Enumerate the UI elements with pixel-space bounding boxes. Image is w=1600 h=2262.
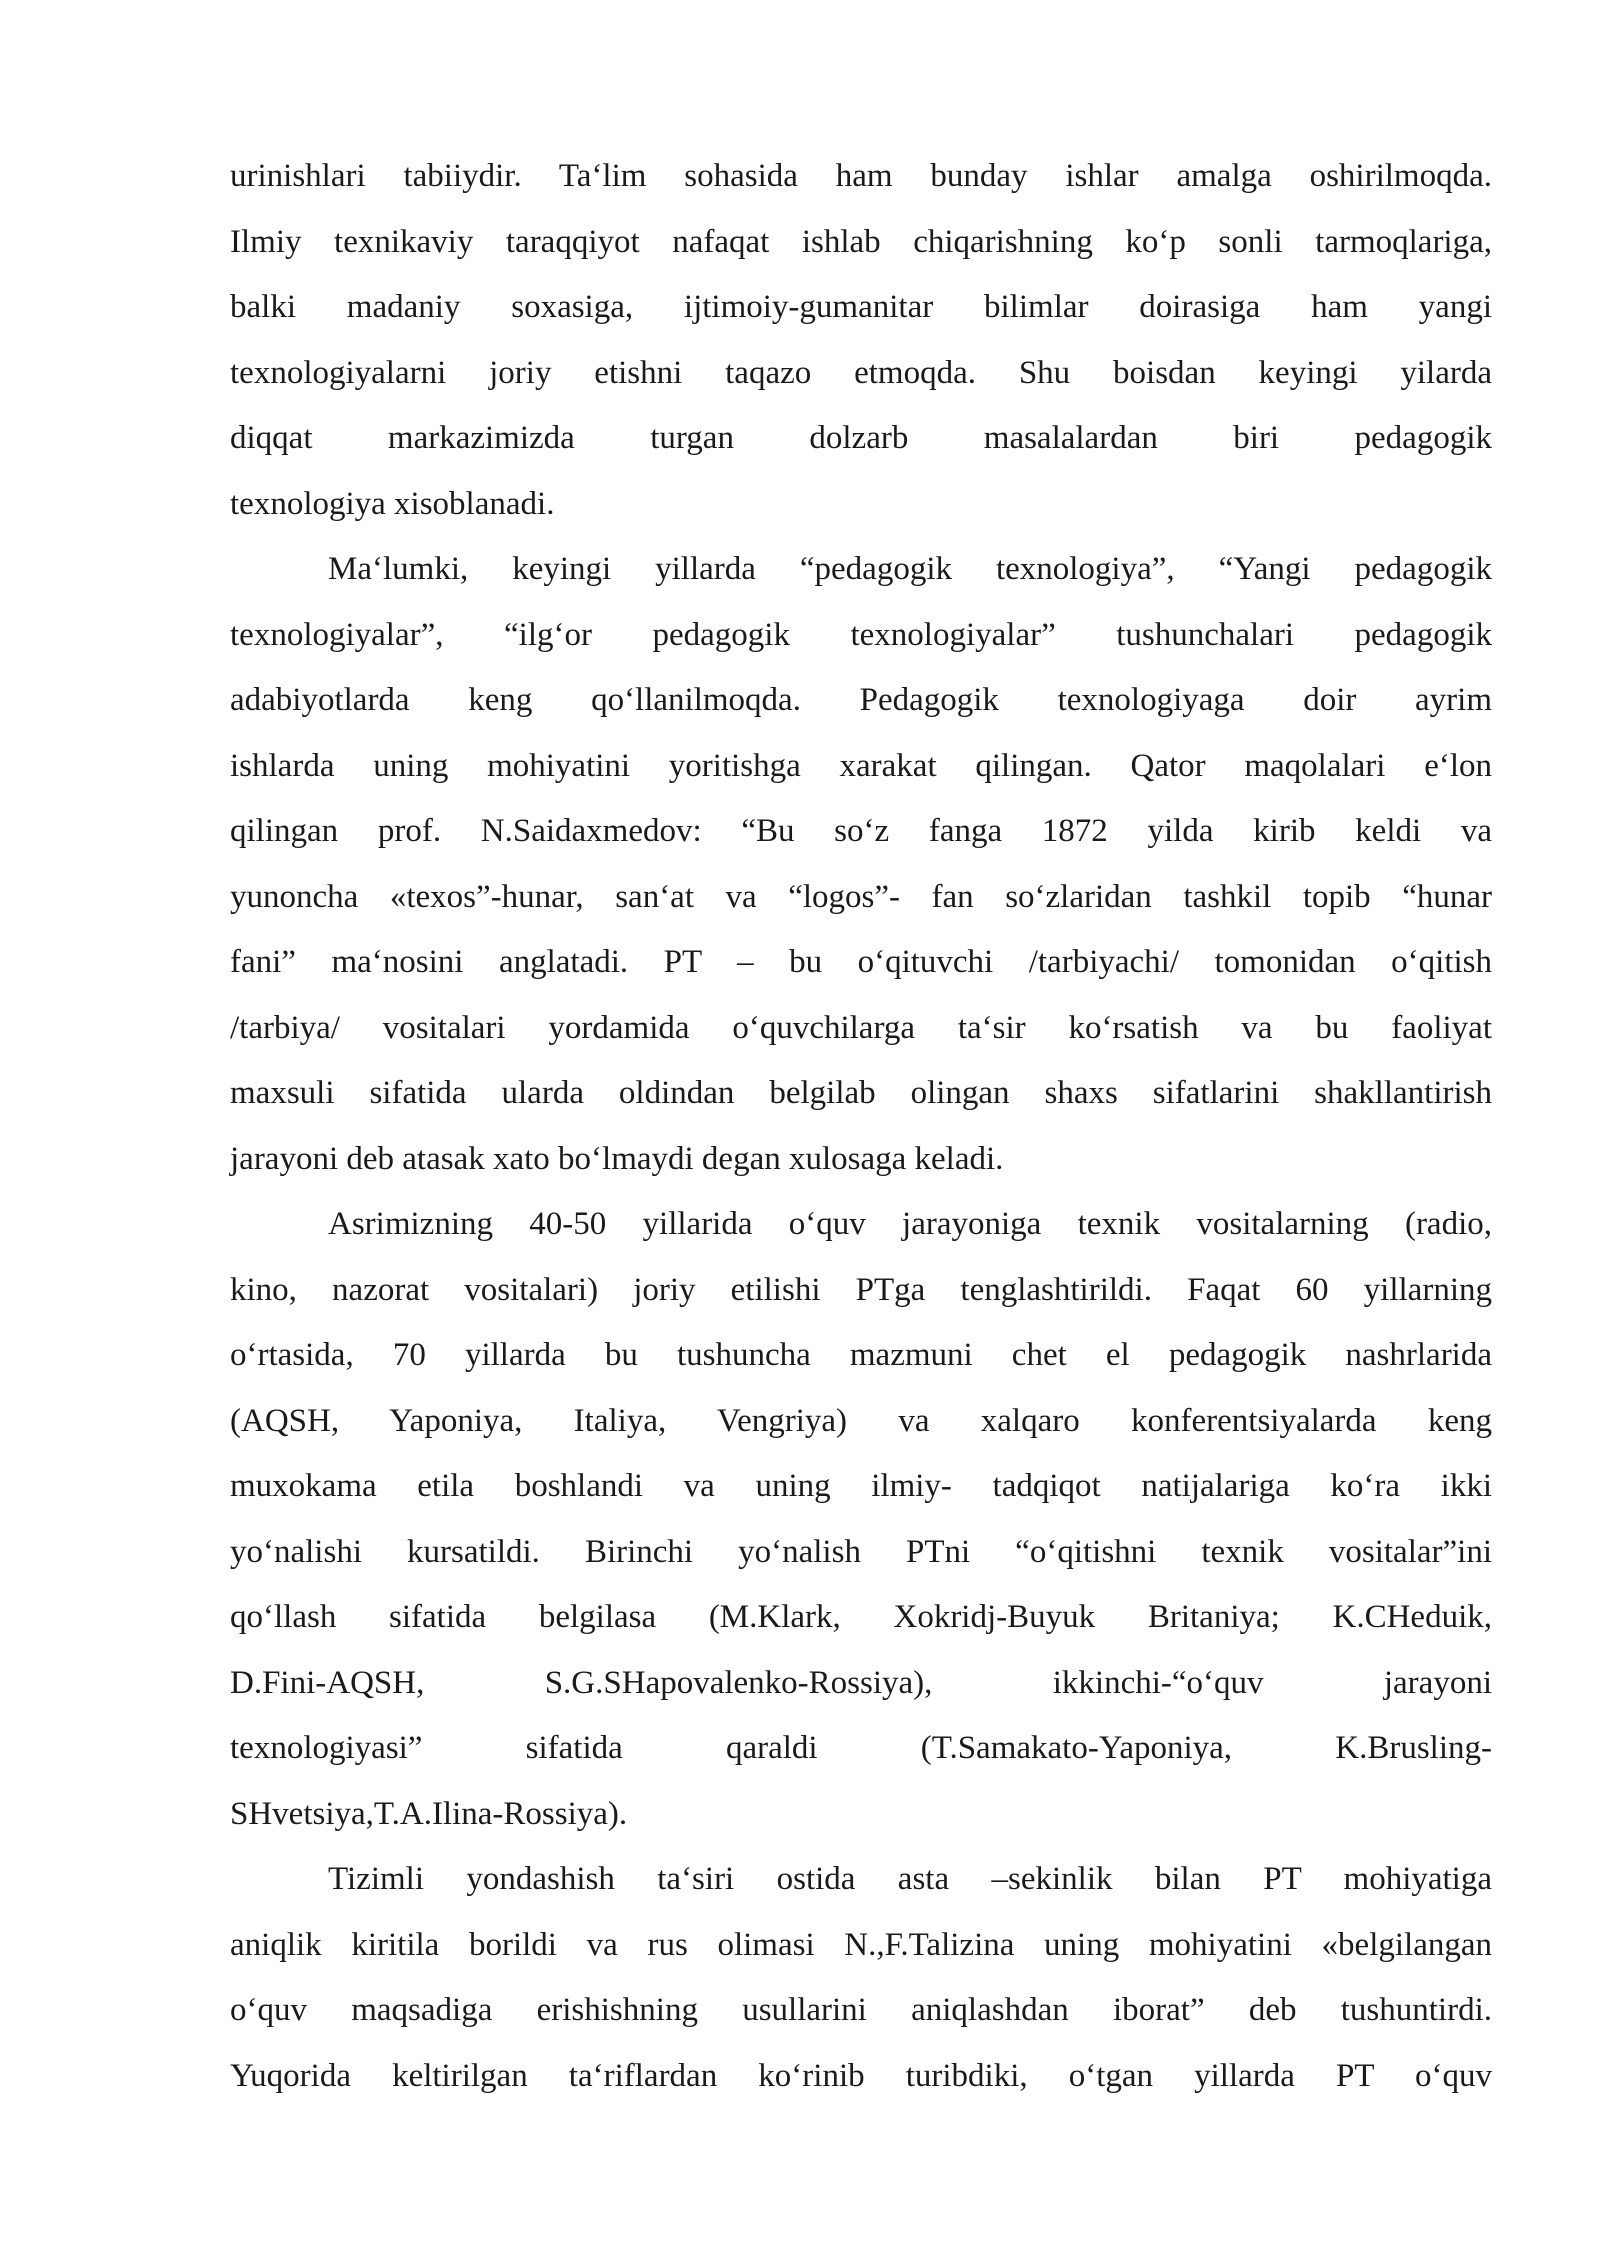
text-line: adabiyotlarda keng qo‘llanilmoqda. Pedagogik texnologiyaga doir ayrim bbox=[230, 682, 1492, 718]
paragraph-3 bbox=[230, 1200, 1492, 1855]
text-line: qo‘llash sifatida belgilasa (M.Klark, Xokridj-Buyuk Britaniya; K.CHeduik, bbox=[230, 1599, 1492, 1635]
paragraph-2 bbox=[230, 545, 1492, 1200]
text-line: Tizimli yondashish ta‘siri ostida asta –sekinlik bilan PT mohiyatiga bbox=[328, 1861, 1492, 1897]
text-line: texnologiyalar”, “ilg‘or pedagogik texnologiyalar” tushunchalari pedagogik bbox=[230, 616, 1492, 653]
text-line: SHvetsiya,T.A.Ilina-Rossiya). bbox=[230, 1795, 628, 1832]
text-line: kino, nazorat vositalari) joriy etilishi PTga tenglashtirildi. Faqat 60 yillarning bbox=[230, 1271, 1492, 1308]
text-line: urinishlari tabiiydir. Ta‘lim sohasida ham bunday ishlar amalga oshirilmoqda. bbox=[230, 158, 1492, 194]
text-line: D.Fini-AQSH, S.G.SHapovalenko-Rossiya), ikkinchi-“o‘quv jarayoni bbox=[230, 1664, 1492, 1701]
text-line: texnologiyalarni joriy etishni taqazo etmoqda. Shu boisdan keyingi yilarda bbox=[230, 354, 1492, 391]
text-line: texnologiyasi” sifatida qaraldi (T.Samakato-Yaponiya, K.Brusling- bbox=[230, 1730, 1492, 1766]
document-page bbox=[230, 152, 1492, 2117]
text-line: balki madaniy soxasiga, ijtimoiy-gumanitar bilimlar doirasiga ham yangi bbox=[230, 289, 1492, 325]
text-line: fani” ma‘nosini anglatadi. PT – bu o‘qituvchi /tarbiyachi/ tomonidan o‘qitish bbox=[230, 944, 1492, 980]
text-line: qilingan prof. N.Saidaxmedov: “Bu so‘z fanga 1872 yilda kirib keldi va bbox=[230, 813, 1492, 849]
text-line: Ma‘lumki, keyingi yillarda “pedagogik texnologiya”, “Yangi pedagogik bbox=[328, 551, 1492, 587]
text-line: ishlarda uning mohiyatini yoritishga xarakat qilingan. Qator maqolalari e‘lon bbox=[230, 747, 1492, 784]
text-line: o‘quv maqsadiga erishishning usullarini aniqlashdan iborat” deb tushuntirdi. bbox=[230, 1992, 1492, 2028]
text-line: muxokama etila boshlandi va uning ilmiy- tadqiqot natijalariga ko‘ra ikki bbox=[230, 1468, 1492, 1504]
text-line: jarayoni deb atasak xato bo‘lmaydi degan xulosaga keladi. bbox=[230, 1140, 1004, 1177]
paragraph-1 bbox=[230, 152, 1492, 545]
text-line: yo‘nalishi kursatildi. Birinchi yo‘nalish PTni “o‘qitishni texnik vositalar”ini bbox=[230, 1533, 1492, 1570]
text-line: maxsuli sifatida ularda oldindan belgilab olingan shaxs sifatlarini shakllantirish bbox=[230, 1075, 1492, 1111]
text-line: Yuqorida keltirilgan ta‘riflardan ko‘rinib turibdiki, o‘tgan yillarda PT o‘quv bbox=[230, 2057, 1492, 2094]
text-line: o‘rtasida, 70 yillarda bu tushuncha mazmuni chet el pedagogik nashrlarida bbox=[230, 1337, 1492, 1373]
text-line: yunoncha «texos”-hunar, san‘at va “logos”- fan so‘zlaridan tashkil topib “hunar bbox=[230, 878, 1492, 915]
text-line: /tarbiya/ vositalari yordamida o‘quvchilarga ta‘sir ko‘rsatish va bu faoliyat bbox=[230, 1009, 1492, 1046]
text-line: aniqlik kiritila borildi va rus olimasi N.,F.Talizina uning mohiyatini «belgilangan bbox=[230, 1926, 1492, 1963]
text-line: Ilmiy texnikaviy taraqqiyot nafaqat ishlab chiqarishning ko‘p sonli tarmoqlariga, bbox=[230, 223, 1492, 260]
text-line: diqqat markazimizda turgan dolzarb masalalardan biri pedagogik bbox=[230, 420, 1492, 456]
paragraph-4 bbox=[230, 1855, 1492, 2117]
text-line: (AQSH, Yaponiya, Italiya, Vengriya) va xalqaro konferentsiyalarda keng bbox=[230, 1402, 1492, 1439]
text-line: texnologiya xisoblanadi. bbox=[230, 485, 555, 522]
text-line: Asrimizning 40-50 yillarida o‘quv jarayoniga texnik vositalarning (radio, bbox=[328, 1206, 1492, 1242]
